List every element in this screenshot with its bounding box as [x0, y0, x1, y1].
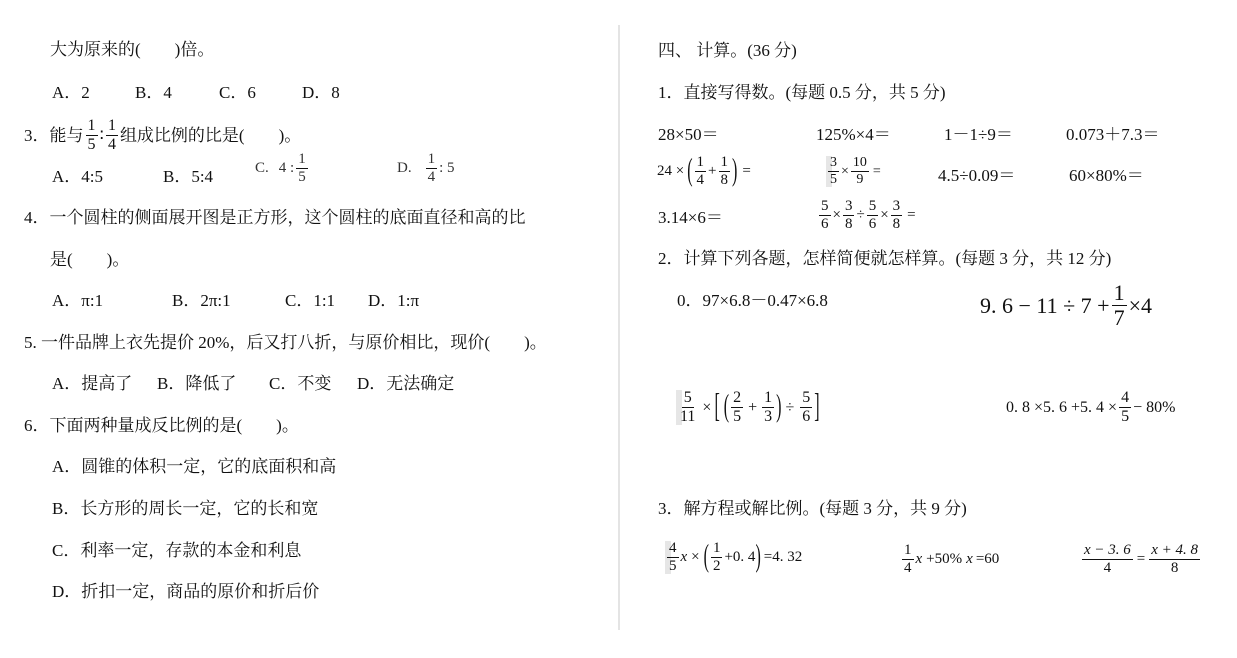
q3-ratio-b: $\frac{1}{4}$ [107, 117, 116, 153]
q3-ratio-sep: ∶ [99, 125, 104, 145]
p1-r3-e2: $\frac{5}{6}$ × $\frac{3}{8}$ ÷ $\frac{5}{6}$ × $\frac{3}{8}$ = [821, 198, 916, 232]
q5-option-d: D．无法确定 [357, 374, 455, 393]
p1-r3-e1: 3.14×6＝ [658, 208, 723, 227]
q3-number: 3． [24, 125, 50, 145]
q3-option-a: A．4:5 [52, 167, 103, 186]
p1-r1-e3: 1－1÷9＝ [944, 125, 1013, 144]
q4-options [52, 291, 419, 311]
p3-eq1: $\frac{4}{5}$ x × ( $\frac{1}{2}$ +0. 4 ) =4. 32 [665, 541, 802, 574]
section-title: 四、 计算。(36 分) [658, 41, 797, 60]
p3-eq2: $\frac{1}{4}$ x +50% x =60 [904, 542, 1000, 576]
q3-question [24, 118, 301, 153]
column-divider [618, 25, 620, 630]
q2-option-b: B．4 [135, 83, 172, 102]
p2-expr1: 0．97×6.8－0.47×6.8 [677, 291, 828, 310]
q4-option-a: A．π:1 [52, 291, 104, 310]
q5-option-a: A．提高了 [52, 374, 133, 393]
p2-expr3: $\frac{5}{11}$ × [ ( $\frac{2}{5}$ + $\frac{1}{3}$ ) ÷ $\frac{5}{6}$ ] [676, 390, 820, 425]
q6-option-c: C．利率一定，存款的本金和利息 [52, 541, 302, 560]
p1-r2-e2: $\frac{3}{5}$ × $\frac{10}{9}$ = [826, 156, 881, 187]
q5-question: 5. 一件品牌上衣先提价 20%，后又打八折，与原价相比，现价( )。 [24, 333, 547, 352]
q2-option-a: A．2 [52, 83, 90, 102]
p2-expr4: 0. 8 ×5. 6 +5. 4 × $\frac{4}{5}$ − 80% [1006, 389, 1176, 425]
q6-option-d: D．折扣一定，商品的原价和折后价 [52, 582, 320, 601]
q2-option-d: D．8 [302, 83, 340, 102]
q6-question: 6．下面两种量成反比例的是( )。 [24, 416, 299, 435]
p1-r1-e4: 0.073＋7.3＝ [1066, 125, 1160, 144]
p1-r2-e3: 4.5÷0.09＝ [938, 166, 1016, 185]
q5-options [52, 374, 454, 394]
q3-option-d: D. $\frac{1}{4}$ : 5 [397, 151, 455, 185]
p1-r1-e2: 125%×4＝ [816, 125, 891, 144]
q4-line2: 是( )。 [50, 250, 130, 269]
part2-title: 2．计算下列各题，怎样简便就怎样算。(每题 3 分，共 12 分) [658, 249, 1112, 268]
q6-option-a: A．圆锥的体积一定，它的底面积和高 [52, 457, 337, 476]
p1-r2-e4: 60×80%＝ [1069, 166, 1144, 185]
q5-option-c: C．不变 [269, 374, 332, 393]
p1-r2-e1: 24 × ( $\frac{1}{4}$ + $\frac{1}{8}$ ) = [657, 153, 751, 188]
q2-continuation: 大为原来的( )倍。 [50, 40, 215, 59]
q6-option-b: B．长方形的周长一定，它的长和宽 [52, 499, 319, 518]
q3-option-c: C. 4 : $\frac{1}{5}$ [255, 151, 306, 185]
q2-options [52, 83, 340, 103]
q4-line1: 4．一个圆柱的侧面展开图是正方形，这个圆柱的底面直径和高的比 [24, 208, 526, 227]
p2-expr2: 9. 6 − 11 ÷ 7 + $\frac{1}{7}$ ×4 [980, 280, 1152, 330]
q3-suffix: 组成比例的比是( )。 [119, 125, 302, 145]
q4-option-b: B．2π:1 [172, 291, 231, 310]
part3-title: 3．解方程或解比例。(每题 3 分，共 9 分) [658, 499, 967, 518]
q4-option-d: D．1:π [368, 291, 420, 310]
p3-eq3: $\frac{x - 3. 6}{4}$ = $\frac{x + 4. 8}{8}$ [1084, 542, 1199, 576]
q3-option-b: B．5:4 [163, 167, 214, 186]
q2-option-c: C．6 [219, 83, 256, 102]
q4-option-c: C．1:1 [285, 291, 336, 310]
q3-prefix: 能与 [49, 125, 84, 145]
part1-title: 1．直接写得数。(每题 0.5 分，共 5 分) [658, 83, 946, 102]
p1-r1-e1: 28×50＝ [658, 125, 719, 144]
q3-ratio-a: $\frac{1}{5}$ [87, 117, 96, 153]
q5-option-b: B．降低了 [157, 374, 237, 393]
